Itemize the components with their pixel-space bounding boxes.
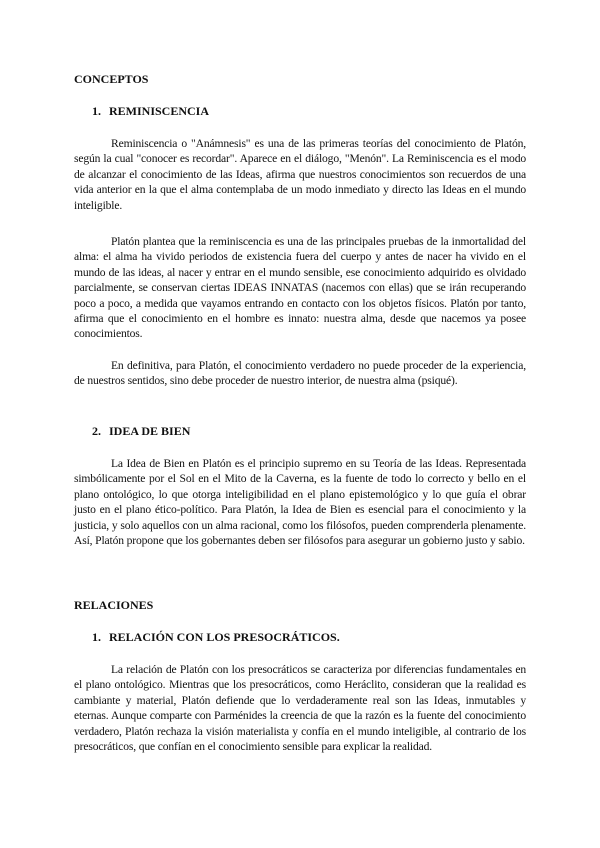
item-title-text: IDEA DE BIEN — [109, 424, 191, 438]
paragraph-idea-de-bien: La Idea de Bien en Platón es el principio supremo en su Teoría de las Ideas. Representada simbólicamente por el Sol en el Mito de la Caverna, es la fuente de todo lo correcto y bello en el plano ontológico, lo que otorga inteligibilidad en el plano epistemológico y lo que guía el obrar justo en el plano ético-político. Para Platón, la Idea de Bien es esencial para el conocimiento y la justicia, y solo aquellos con un alma racional, como los filósofos, pueden comprenderla plenamente. Así, Platón propone que los gobernantes deben ser filósofos para asegurar un gobierno justo y sabio. — [74, 457, 526, 548]
paragraph-reminiscencia-3: En definitiva, para Platón, el conocimiento verdadero no puede proceder de la experiencia, de nuestros sentidos, sino debe proceder de nuestro interior, de nuestra alma (psiqué). — [74, 359, 526, 388]
item-title-reminiscencia — [92, 104, 209, 119]
item-title-text: RELACIÓN CON LOS PRESOCRÁTICOS. — [109, 630, 340, 644]
paragraph-presocraticos: La relación de Platón con los presocráticos se caracteriza por diferencias fundamentales en el plano ontológico. Mientras que los presocráticos, como Heráclito, consideran que la realidad es cambiante y material, Platón defiende que lo verdaderamente real son las Ideas, inmutables y eternas. Aunque comparte con Parménides la creencia de que la razón es la fuente del conocimiento verdadero, Platón rechaza la visión materialista y confía en el mundo inteligible, al contrario de los presocráticos, que confían en el conocimiento sensible para explicar la realidad. — [74, 663, 526, 754]
item-number: 1. — [92, 630, 101, 644]
section-title-conceptos: CONCEPTOS — [74, 72, 149, 86]
item-title-text: REMINISCENCIA — [109, 104, 210, 118]
section-title-relaciones: RELACIONES — [74, 598, 154, 612]
paragraph-reminiscencia-1: Reminiscencia o "Anámnesis" es una de las primeras teorías del conocimiento de Platón, según la cual "conocer es recordar". Aparece en el diálogo, "Menón". La Reminiscencia es el modo de alcanzar el conocimiento de las Ideas, afirma que nuestros conocimientos son recuerdos de una vida anterior en la que el alma contemplaba de un modo inmediato y directo las Ideas en el mundo inteligible. — [74, 137, 526, 212]
item-number: 2. — [92, 424, 101, 438]
item-number: 1. — [92, 104, 101, 118]
item-title-idea-de-bien — [92, 424, 190, 439]
item-title-presocraticos — [92, 630, 340, 645]
paragraph-reminiscencia-2: Platón plantea que la reminiscencia es una de las principales pruebas de la inmortalidad del alma: el alma ha vivido periodos de existencia fuera del cuerpo y antes de nacer ha vivido en el mundo de las ideas, al nacer y entrar en el mundo sensible, ese conocimiento adquirido es olvidado parcialmente, se conservan ciertas IDEAS INNATAS (nacemos con ellas) que se irán recuperando poco a poco, a medida que vayamos entrando en contacto con los objetos físicos. Platón por tanto, afirma que el conocimiento en el hombre es innato: nuestra alma, desde que nacemos ya posee conocimientos. — [74, 235, 526, 341]
